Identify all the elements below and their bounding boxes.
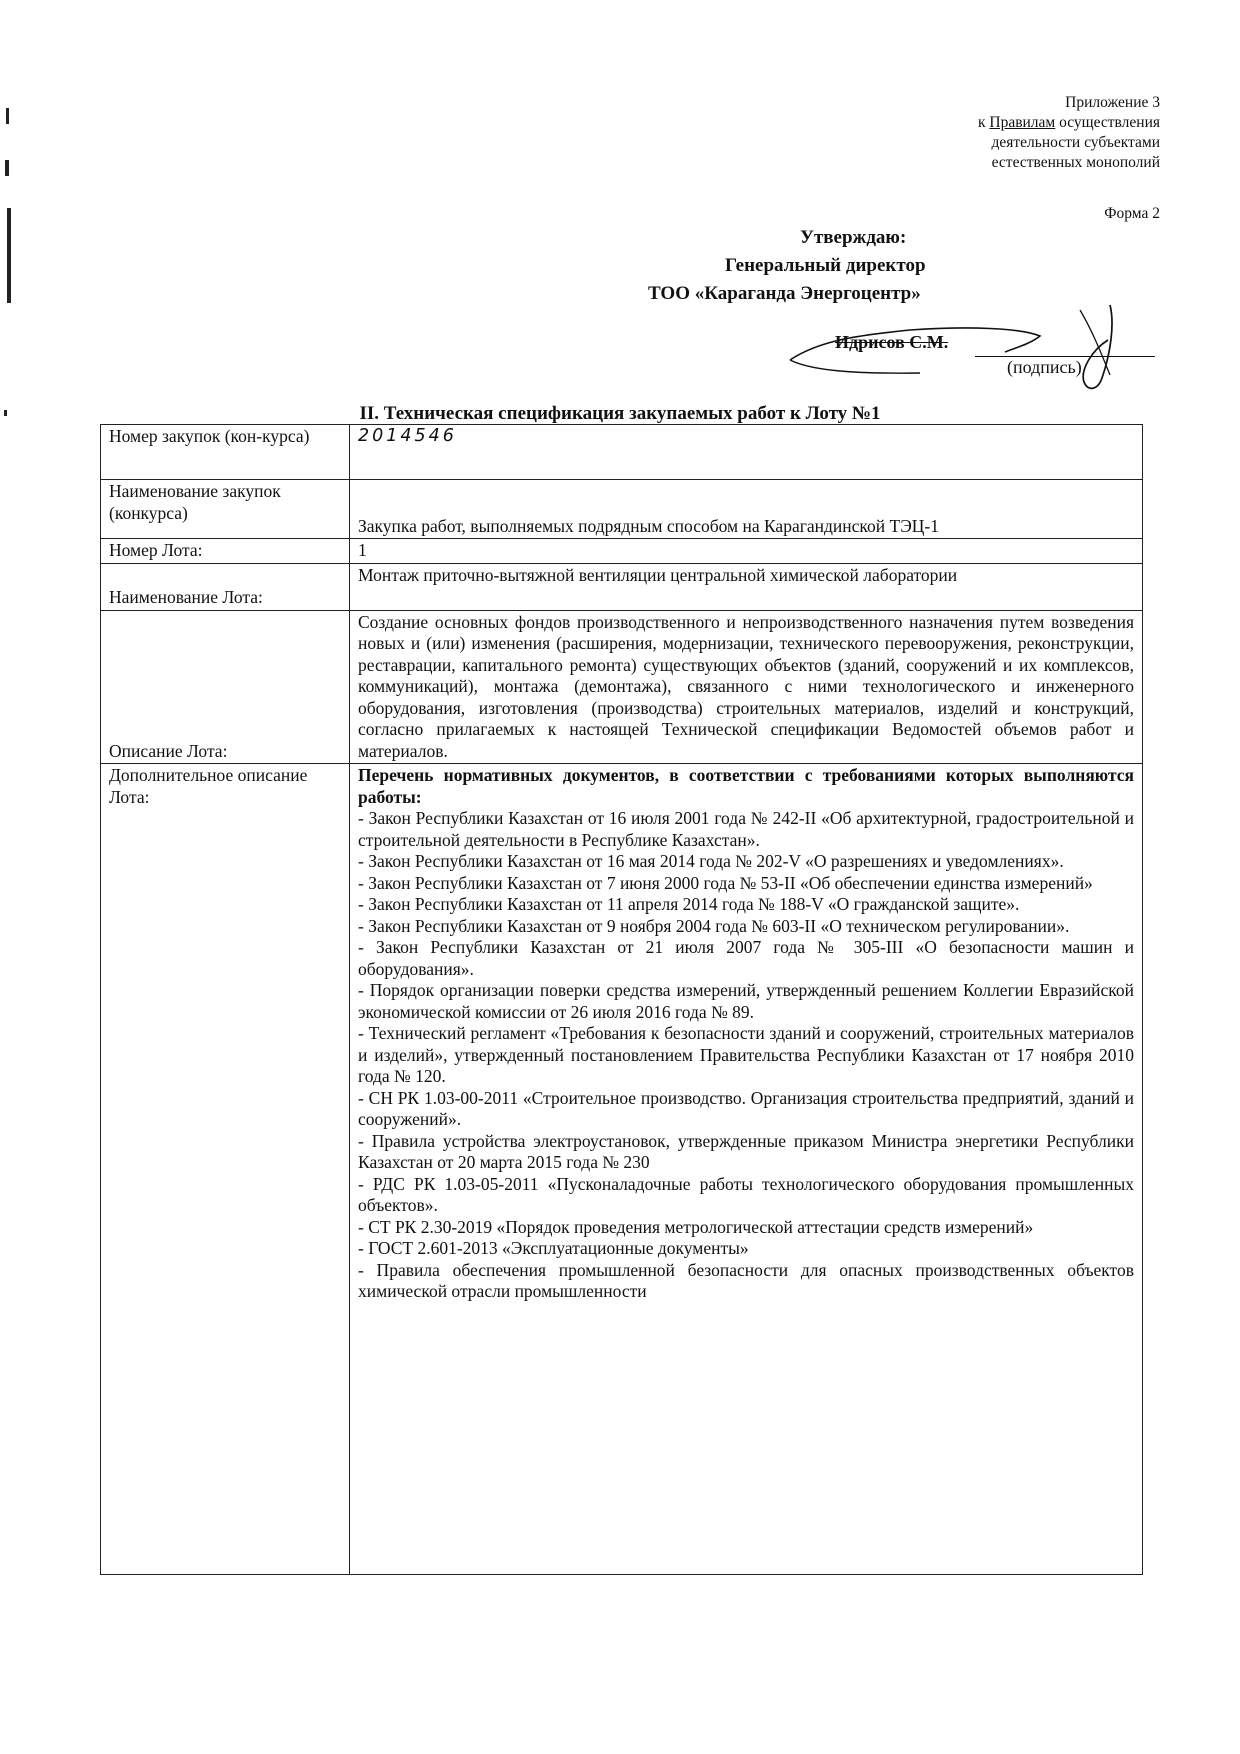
appendix-reference (978, 93, 1160, 173)
normative-doc-item: - СТ РК 2.30-2019 «Порядок проведения метрологической аттестации средств измерений» (358, 1216, 1034, 1237)
normative-doc-item: - Закон Республики Казахстан от 16 июля 2001 года № 242-II «Об архитектурной, градостроительной и строительной деятельности в Республике Казахстан». (358, 808, 1134, 850)
normative-doc-item: - Закон Республики Казахстан от 21 июля 2007 года № 305-III «О безопасности машин и оборудования». (358, 937, 1134, 979)
normative-doc-item: - Порядок организации поверки средства измерений, утвержденный решением Коллегии Евразийской экономической комиссии от 26 июля 2016 года № 89. (358, 980, 1134, 1022)
normative-doc-item: - Правила обеспечения промышленной безопасности для опасных производственных объектов химической отрасли промышленности (358, 1259, 1134, 1301)
table-row (101, 539, 1143, 564)
appendix-line-1: Приложение 3 (1065, 94, 1160, 111)
normative-doc-item: - Технический регламент «Требования к безопасности зданий и сооружений, строительных материалов и изделий», утвержденный постановлением Правительства Республики Казахстан от 17 ноября 2010 года № 120. (358, 1023, 1134, 1086)
approval-block (648, 224, 926, 308)
appendix-line-4: естественных монополий (991, 154, 1160, 171)
normative-doc-item: - Закон Республики Казахстан от 9 ноября 2004 года № 603-II «О техническом регулировании». (358, 915, 1070, 936)
form-label: Форма 2 (1104, 205, 1160, 222)
approval-position: Генеральный директор (725, 255, 926, 276)
approval-company: ТОО «Караганда Энергоцентр» (648, 283, 921, 304)
purchase-name-value: Закупка работ, выполняемых подрядным способом на Карагандинской ТЭЦ-1 (350, 480, 1143, 539)
scan-artifact (6, 108, 9, 124)
normative-doc-item: - Закон Республики Казахстан от 16 мая 2014 года № 202-V «О разрешениях и уведомлениях». (358, 851, 1064, 871)
scan-artifact (7, 208, 11, 303)
table-row (101, 764, 1143, 1575)
normative-doc-item: - СН РК 1.03-00-2011 «Строительное производство. Организация строительства предприятий, зданий и сооружений». (358, 1087, 1134, 1129)
additional-description-value (350, 764, 1143, 1575)
normative-doc-item: - Закон Республики Казахстан от 11 апреля 2014 года № 188-V «О гражданской защите». (358, 894, 1020, 914)
appendix-line-2-suffix: осуществления (1055, 114, 1160, 131)
additional-description-label: Дополнительное описание Лота: (101, 764, 350, 1575)
rules-link[interactable]: Правилам (989, 114, 1056, 131)
lot-name-label: Наименование Лота: (101, 563, 350, 610)
purchase-name-label: Наименование закупок (конкурса) (101, 480, 350, 539)
section-title: II. Техническая спецификация закупаемых работ к Лоту №1 (359, 403, 881, 424)
purchase-number-value: 2014546 (350, 425, 1143, 480)
lot-description-label: Описание Лота: (101, 610, 350, 764)
lot-name-value: Монтаж приточно-вытяжной вентиляции центральной химической лаборатории (350, 563, 1143, 610)
normative-doc-item: - Правила устройства электроустановок, утвержденные приказом Министра энергетики Республики Казахстан от 20 марта 2015 года № 230 (358, 1130, 1134, 1172)
approval-title: Утверждаю: (800, 227, 907, 248)
normative-doc-item: - РДС РК 1.03-05-2011 «Пусконаладочные работы технологического оборудования промышленных объектов». (358, 1173, 1134, 1215)
handwritten-signature (780, 300, 1160, 410)
purchase-number-label: Номер закупок (кон-курса) (101, 425, 350, 480)
normative-docs-heading: Перечень нормативных документов, в соответствии с требованиями которых выполняются работы: (358, 765, 1134, 807)
specification-table (100, 424, 1143, 1575)
appendix-line-2-prefix: к (977, 114, 990, 131)
table-row (101, 480, 1143, 539)
appendix-line-3: деятельности субъектами (991, 134, 1160, 151)
normative-doc-item: - ГОСТ 2.601-2013 «Эксплуатационные документы» (358, 1238, 749, 1258)
signature-caption: (подпись) (1007, 357, 1082, 377)
table-row (101, 425, 1143, 480)
scan-artifact (5, 160, 9, 176)
normative-doc-item: - Закон Республики Казахстан от 7 июня 2000 года № 53-II «Об обеспечении единства измерений» (358, 872, 1093, 893)
table-row (101, 610, 1143, 764)
lot-number-label: Номер Лота: (101, 539, 350, 564)
table-row (101, 563, 1143, 610)
lot-description-value: Создание основных фондов производственного и непроизводственного назначения путем возведения новых и (или) изменения (расширения, модернизации, технического перевооружения, реконструкции, реставрации, капитального ремонта) существующих объектов (зданий, сооружений и их комплексов, коммуникаций), монтажа (демонтажа), связанного с ними технологического и инженерного оборудования, изготовления (производства) строительных материалов, изделий и конструкций, согласно прилагаемых к настоящей Технической спецификации Ведомостей объемов работ и материалов. (350, 610, 1143, 764)
appendix-line-2 (978, 113, 1160, 133)
signer-name: Идрисов С.М. (835, 332, 949, 352)
lot-number-value: 1 (350, 539, 1143, 564)
